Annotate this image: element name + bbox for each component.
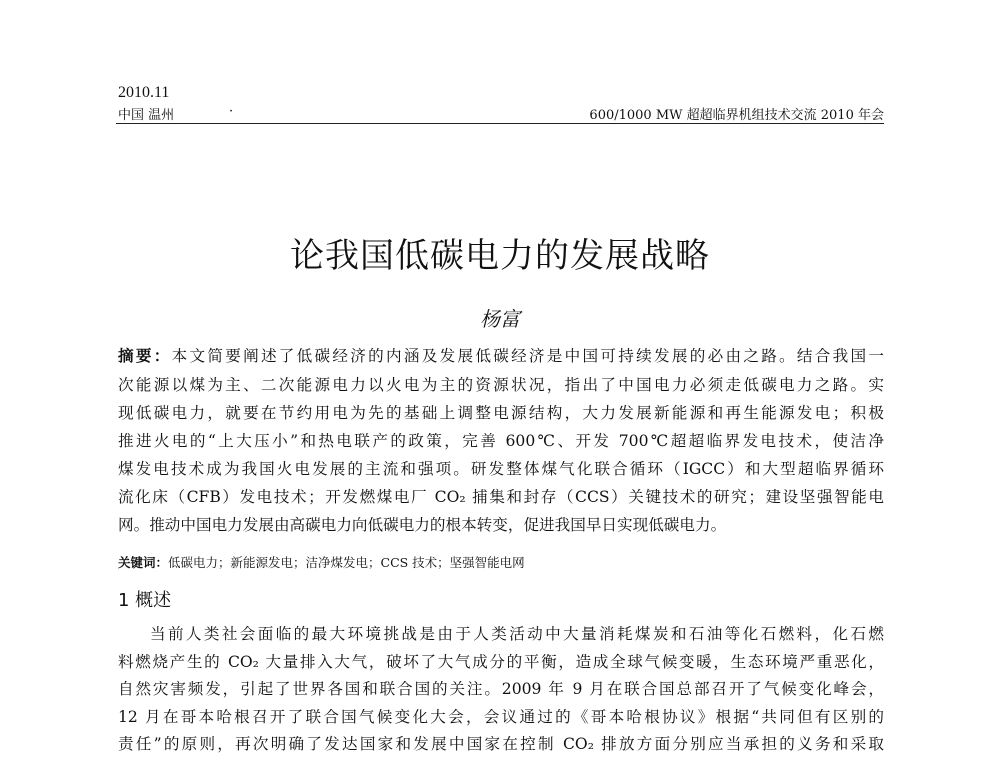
paper-title: 论我国低碳电力的发展战略 xyxy=(290,236,710,276)
header-location: 中国 温州 xyxy=(118,108,175,123)
abstract-line-text: 煤发电技术成为我国火电发展的主流和强项。研发整体煤气化联合循环（IGCC）和大型超临界循环 xyxy=(118,460,884,478)
section-heading: 1 概述 xyxy=(118,590,172,611)
abstract-line-text: 网。推动中国电力发展由高碳电力向低碳电力的根本转变，促进我国早日实现低碳电力。 xyxy=(118,516,727,534)
abstract-line xyxy=(118,344,884,366)
body-line: 当前人类社会面临的最大环境挑战是由于人类活动中大量消耗煤炭和石油等化石燃料，化石燃 xyxy=(150,625,884,643)
abstract-line-text: 流化床（CFB）发电技术；开发燃煤电厂 CO₂ 捕集和封存（CCS）关键技术的研究；建设坚强智能电 xyxy=(118,488,884,506)
author: 杨富 xyxy=(480,307,520,331)
header-conference: 600/1000 MW 超超临界机组技术交流 2010 年会 xyxy=(589,108,884,123)
body-line: 料燃烧产生的 CO₂ 大量排入大气，破坏了大气成分的平衡，造成全球气候变暖，生态环境严重恶化， xyxy=(118,653,884,671)
abstract-line-text: 次能源以煤为主、二次能源电力以火电为主的资源状况，指出了中国电力必须走低碳电力之路。实 xyxy=(118,376,884,394)
keywords-label: 关键词： xyxy=(118,555,169,570)
abstract-line xyxy=(118,485,884,507)
body-line: 责任”的原则，再次明确了发达国家和发展中国家在控制 CO₂ 排放方面分别应当承担的义务和采取 xyxy=(118,735,884,753)
header-rule xyxy=(116,123,884,124)
body-line: 12 月在哥本哈根召开了联合国气候变化大会，会议通过的《哥本哈根协议》根据“共同但有区别的 xyxy=(118,708,884,726)
keywords-text: 低碳电力；新能源发电；洁净煤发电；CCS 技术；坚强智能电网 xyxy=(168,555,525,570)
abstract-line xyxy=(118,373,884,395)
abstract-line xyxy=(118,429,884,451)
abstract-line xyxy=(118,513,884,535)
abstract-line xyxy=(118,457,884,479)
keywords xyxy=(118,553,525,571)
abstract-line-text: 本文简要阐述了低碳经济的内涵及发展低碳经济是中国可持续发展的必由之路。结合我国一 xyxy=(171,347,884,365)
body-line: 自然灾害频发，引起了世界各国和联合国的关注。2009 年 9 月在联合国总部召开了气候变化峰会， xyxy=(118,680,884,698)
abstract-line-text: 推进火电的“上大压小”和热电联产的政策，完善 600℃、开发 700℃超超临界发电技术，使洁净 xyxy=(118,432,884,450)
header-date: 2010.11 xyxy=(118,84,170,101)
abstract-line xyxy=(118,401,884,423)
header-dot: · xyxy=(229,104,234,119)
abstract-label: 摘要： xyxy=(118,346,172,365)
abstract-line-text: 现低碳电力，就要在节约用电为先的基础上调整电源结构，大力发展新能源和再生能源发电；积极 xyxy=(118,404,884,422)
